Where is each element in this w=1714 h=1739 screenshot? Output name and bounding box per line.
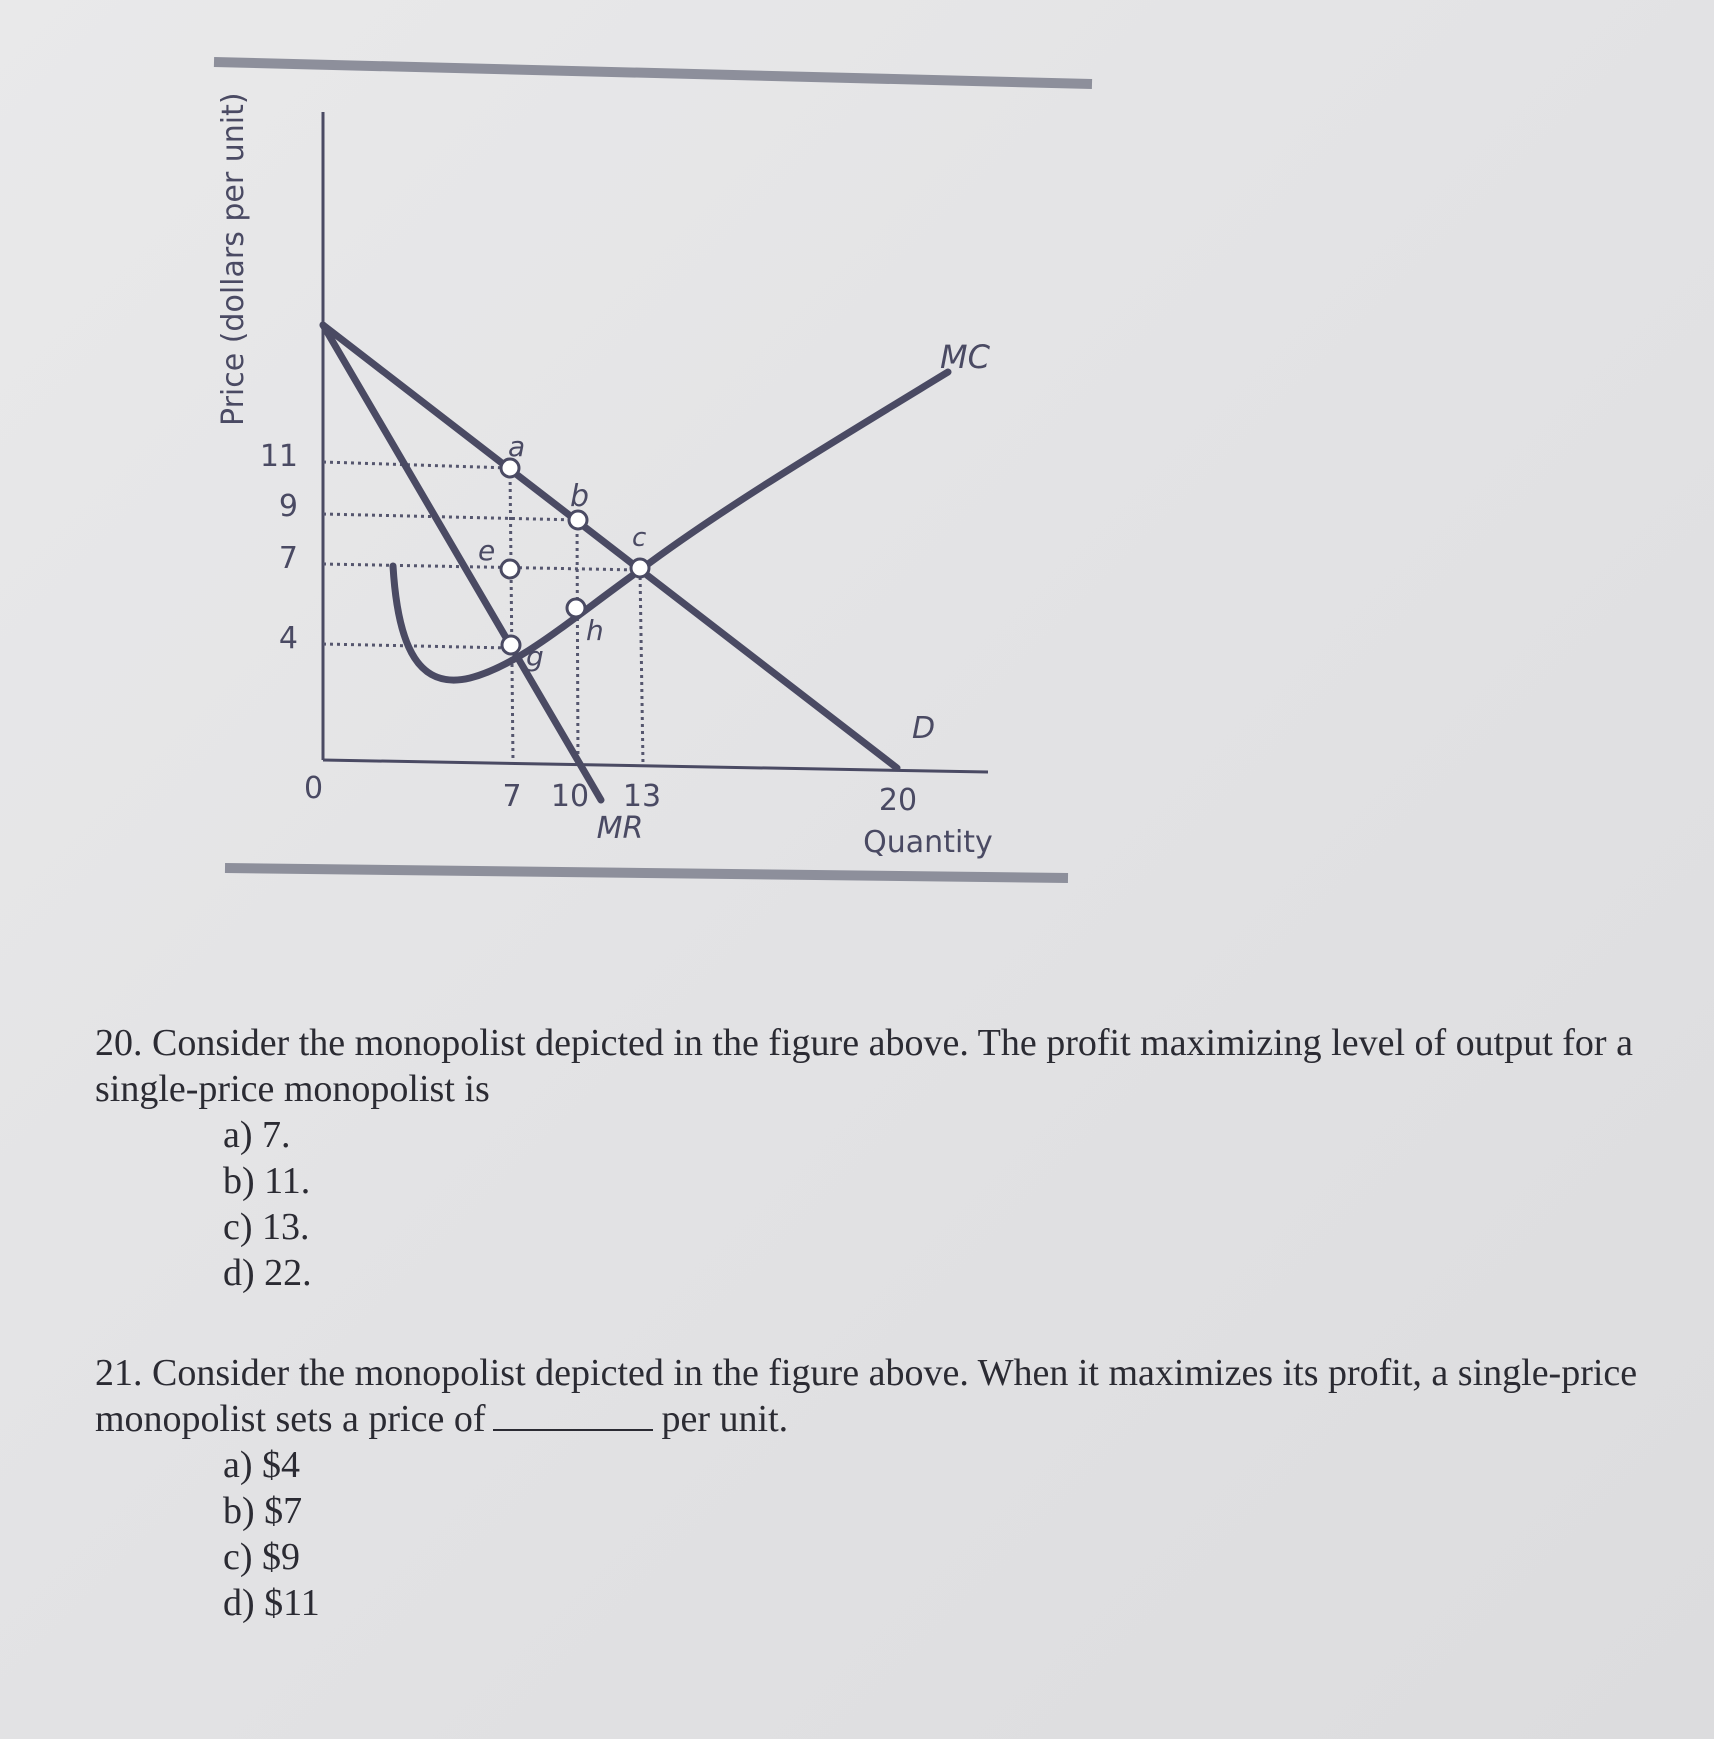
mc-label: MC [940,338,990,376]
point-label-a: a [508,430,526,463]
option-a[interactable]: a) $4 [223,1444,301,1486]
point-label-h: h [586,614,604,647]
question-21-text-before: 21. Consider the monopolist depicted in the figure above. When it maximizes its profit, a single-price monopolist sets a price of [95,1352,1638,1440]
y-axis-label: Price (dollars per unit) [216,92,251,426]
x-tick-20: 20 [878,783,918,818]
option-b[interactable]: b) 11. [223,1160,311,1202]
question-20 [95,1020,1675,1296]
mr-label: MR [596,811,644,846]
question-21-text-after: per unit. [661,1398,789,1440]
origin-label: 0 [304,771,324,806]
bottom-rule [225,868,1068,878]
y-tick-4: 4 [278,621,298,656]
question-21-text [95,1350,1675,1442]
y-tick-9: 9 [278,489,298,524]
point-label-c: c [632,523,647,553]
answer-blank[interactable] [493,1399,653,1431]
point-c [631,559,649,577]
demand-curve [323,325,897,768]
demand-label: D [912,711,936,746]
point-label-g: g [526,640,544,673]
option-a[interactable]: a) 7. [223,1114,291,1156]
question-20-options [95,1112,1675,1296]
point-label-b: b [570,479,590,514]
question-20-text: 20. Consider the monopolist depicted in the figure above. The profit maximizing level of output for a single-price monopolist is [95,1022,1633,1110]
mr-curve [323,325,601,800]
mc-curve [393,372,948,680]
x-tick-7: 7 [502,779,522,814]
question-21-options [95,1442,1675,1626]
x-axis-label: Quantity [863,825,993,860]
y-tick-11: 11 [259,439,298,474]
option-b[interactable]: b) $7 [223,1490,303,1532]
top-rule [214,62,1092,84]
y-tick-7: 7 [278,541,298,576]
point-label-e: e [478,534,496,567]
option-c[interactable]: c) $9 [223,1536,301,1578]
option-d[interactable]: d) $11 [223,1582,320,1624]
option-c[interactable]: c) 13. [223,1206,310,1248]
option-d[interactable]: d) 22. [223,1252,312,1294]
point-h [567,599,585,617]
x-tick-13: 13 [622,779,662,814]
point-e [501,560,519,578]
x-tick-10: 10 [550,779,590,814]
point-g [502,636,520,654]
question-21 [95,1350,1675,1626]
